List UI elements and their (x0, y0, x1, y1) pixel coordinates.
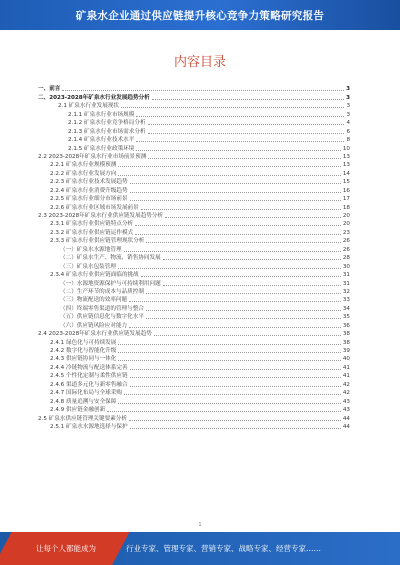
toc-entry-label: 2.4.6 渠道多元化与新零售融合 (50, 381, 128, 388)
toc-leader-dots (118, 174, 341, 176)
toc-entry[interactable] (38, 195, 350, 203)
toc-entry-label: 2.4.8 质量追溯与安全保障 (50, 398, 117, 405)
toc-entry-label: 2.2 2023-2028年矿泉水行业市场前景预测 (38, 153, 147, 160)
toc-leader-dots (130, 376, 341, 378)
toc-entry-label: 2.2.2 矿泉水行业发展方向 (50, 170, 117, 177)
toc-entry-page: 26 (342, 238, 350, 245)
toc-entry-label: 2.3.1 矿泉水行业供应链特点分析 (50, 221, 134, 228)
toc-entry-label: 2.2.1 矿泉水行业规模预测 (50, 162, 117, 169)
toc-entry-page: 18 (342, 204, 350, 211)
toc-entry-label: 2.5.1 矿泉水水源地选择与保护 (50, 423, 128, 430)
toc-leader-dots (118, 267, 341, 269)
toc-entry-label: （三）物流配送的效率问题 (60, 297, 128, 304)
toc-entry-page: 13 (342, 162, 350, 169)
toc-entry-label: 2.1.3 矿泉水行业市场需求分析 (68, 128, 146, 135)
toc-leader-dots (165, 216, 341, 218)
toc-entry-label: 2.5 矿泉水供应链管理关键要素分析 (38, 415, 127, 422)
toc-entry-label: （一）矿泉水水源地管理 (60, 246, 122, 253)
toc-entry-label: 2.4.7 国际化布局与全球采购 (50, 390, 122, 397)
toc-entry-page: 43 (342, 407, 350, 414)
toc-leader-dots (148, 157, 341, 159)
toc-leader-dots (154, 334, 341, 336)
toc-leader-dots (118, 359, 341, 361)
toc-leader-dots (124, 250, 341, 252)
toc-entry[interactable] (38, 254, 350, 262)
report-header (0, 0, 400, 30)
page-number: 1 (198, 522, 202, 528)
toc-leader-dots (118, 402, 341, 404)
toc-entry-page: 31 (342, 272, 350, 279)
toc-entry-page: 35 (342, 314, 350, 321)
toc-leader-dots (118, 343, 341, 345)
toc-entry[interactable] (38, 102, 350, 110)
toc-entry-label: 2.2.5 矿泉水行业细分市场前景 (50, 196, 128, 203)
toc-entry[interactable] (38, 237, 350, 245)
toc-leader-dots (141, 208, 341, 210)
toc-entry[interactable] (38, 414, 350, 422)
toc-entry-label: 2.4.4 冷链物流与配送体系完善 (50, 364, 128, 371)
toc-entry[interactable] (38, 406, 350, 414)
toc-entry-label: 2.3.4 矿泉水行业供应链面临的挑战 (50, 272, 139, 279)
toc-entry-label: （二）矿泉水生产、物流、销售协同发展 (60, 255, 161, 262)
toc-leader-dots (129, 300, 341, 302)
toc-entry-label: 2.2.4 矿泉水行业消费升级趋势 (50, 187, 128, 194)
toc-entry[interactable] (38, 178, 350, 186)
toc-entry[interactable] (38, 372, 350, 380)
toc-entry-page: 41 (342, 373, 350, 380)
toc-entry[interactable] (38, 363, 350, 371)
toc-leader-dots (121, 106, 344, 108)
toc-leader-dots (146, 292, 341, 294)
toc-leader-dots (118, 165, 341, 167)
toc-leader-dots (135, 224, 341, 226)
toc-entry-page: 15 (342, 179, 350, 186)
toc-entry-page: 28 (342, 255, 350, 262)
toc-entry-label: 2.1.4 矿泉水行业技术水平 (68, 137, 135, 144)
toc-entry[interactable] (38, 296, 350, 304)
toc-entry-label: （六）供应链风险应对能力 (60, 322, 128, 329)
toc-entry-label: 2.4.9 供应链金融创新 (50, 407, 106, 414)
toc-entry[interactable] (38, 110, 350, 118)
toc-leader-dots (136, 115, 344, 117)
toc-entry-page: 3 (346, 111, 350, 118)
toc-entry-label: 2.3 2023-2028年矿泉水行业供应链发展趋势分析 (38, 213, 164, 219)
toc-entry-page: 41 (342, 364, 350, 371)
toc-leader-dots (148, 132, 345, 134)
toc-entry-label: 二、2023-2028年矿泉水行业发展趋势分析 (38, 94, 150, 101)
toc-entry-page: 42 (342, 381, 350, 388)
toc-entry[interactable] (38, 380, 350, 388)
toc-entry-label: （一）水源地资源保护与可持续利用问题 (60, 280, 161, 287)
toc-entry[interactable] (38, 279, 350, 287)
toc-leader-dots (130, 191, 341, 193)
toc-leader-dots (107, 410, 341, 412)
toc-leader-dots (130, 199, 341, 201)
toc-entry-label: 2.4 2023-2028年矿泉水行业供应链发展趋势 (38, 331, 152, 338)
footer-slogan-right: 行业专家、管理专家、营销专家、战略专家、经营专家…… (126, 544, 321, 553)
toc-entry[interactable] (38, 389, 350, 397)
toc-entry-label: 一、前言 (38, 86, 61, 93)
toc-entry[interactable] (38, 212, 350, 220)
toc-entry[interactable] (38, 153, 350, 161)
toc-entry-page: 33 (342, 297, 350, 304)
toc-leader-dots (146, 317, 341, 319)
toc-entry[interactable] (38, 397, 350, 405)
toc-entry[interactable] (38, 338, 350, 346)
toc-leader-dots (130, 182, 341, 184)
toc-entry-page: 20 (342, 213, 350, 219)
toc-entry[interactable] (38, 93, 350, 101)
toc-entry[interactable] (38, 228, 350, 236)
toc-entry[interactable] (38, 127, 350, 135)
toc-entry[interactable] (38, 423, 350, 431)
toc-entry[interactable] (38, 288, 350, 296)
toc-entry-label: 2.2.3 矿泉水行业技术发展趋势 (50, 179, 128, 186)
toc-entry-page: 40 (342, 356, 350, 363)
toc-entry-page: 38 (342, 331, 350, 338)
toc-leader-dots (130, 368, 341, 370)
toc-entry-page: 3 (346, 103, 350, 110)
toc-entry-page: 3 (346, 86, 350, 93)
toc-entry-page: 42 (342, 390, 350, 397)
toc-entry[interactable] (38, 245, 350, 253)
toc-leader-dots (130, 427, 341, 429)
toc-entry-page: 8 (346, 137, 350, 144)
toc-leader-dots (124, 393, 341, 395)
toc-leader-dots (62, 89, 344, 91)
toc-entry[interactable] (38, 355, 350, 363)
toc-entry-label: 2.2.6 矿泉水行业区域市场发展前景 (50, 204, 139, 211)
toc-entry[interactable] (38, 119, 350, 127)
toc-entry-page: 32 (342, 288, 350, 295)
toc-entry-page: 34 (342, 305, 350, 312)
toc-entry-page: 39 (342, 348, 350, 354)
toc-entry[interactable] (38, 321, 350, 329)
toc-leader-dots (146, 309, 341, 311)
toc-entry[interactable] (38, 85, 350, 93)
toc-entry-label: 2.3.2 矿泉水行业供应链运作模式 (50, 229, 134, 236)
toc-leader-dots (118, 351, 341, 353)
toc-entry-page: 44 (342, 415, 350, 422)
toc-leader-dots (135, 233, 341, 235)
toc-entry[interactable] (38, 304, 350, 312)
toc-entry-page: 14 (342, 170, 350, 177)
toc-entry[interactable] (38, 313, 350, 321)
toc-entry[interactable] (38, 144, 350, 152)
toc-entry-page: 31 (342, 280, 350, 287)
toc-leader-dots (129, 326, 341, 328)
toc-leader-dots (146, 241, 341, 243)
toc-entry-page: 3 (346, 94, 350, 101)
toc-entry-label: 2.4.3 供应链协同与一体化 (50, 356, 117, 363)
toc-leader-dots (163, 258, 341, 260)
toc-entry-label: 2.1.5 矿泉水行业政策环境 (68, 145, 135, 152)
toc-leader-dots (152, 98, 344, 100)
toc-leader-dots (129, 419, 341, 421)
toc-entry-label: （二）生产环节的成本与品质控制 (60, 288, 144, 295)
toc-entry-page: 38 (342, 339, 350, 346)
report-title: 矿泉水企业通过供应链提升核心竞争力策略研究报告 (75, 10, 325, 22)
toc-entry[interactable] (38, 169, 350, 177)
toc-entry-label: （五）供应链信息化与数字化水平 (60, 314, 144, 321)
toc-entry[interactable] (38, 136, 350, 144)
toc-leader-dots (136, 140, 344, 142)
toc-entry-label: 2.1.2 矿泉水行业竞争格局分析 (68, 120, 146, 127)
toc-entry-label: 2.1 矿泉水行业发展现状 (58, 103, 120, 110)
toc-entry-page: 4 (346, 120, 350, 127)
toc-entry-page: 6 (346, 128, 350, 135)
toc-entry[interactable] (38, 262, 350, 270)
toc-entry[interactable] (38, 271, 350, 279)
toc-entry-label: 2.3.3 矿泉水行业供应链管理现状分析 (50, 238, 145, 245)
toc-entry-page: 23 (342, 229, 350, 236)
toc-entry-page: 17 (342, 196, 350, 203)
toc-entry-page: 44 (342, 423, 350, 430)
toc-leader-dots (130, 385, 341, 387)
toc-entry-page: 10 (342, 145, 350, 152)
toc-leader-dots (148, 123, 345, 125)
toc-entry-page: 26 (342, 246, 350, 253)
toc-entry-label: 2.1.1 矿泉水行业市场规模 (68, 111, 135, 118)
toc-entry[interactable] (38, 330, 350, 338)
toc-entry[interactable] (38, 161, 350, 169)
toc-entry[interactable] (38, 203, 350, 211)
footer-slogan-left: 让每个人都能成为 (36, 544, 96, 553)
toc-entry-label: （三）矿泉水包装管理 (60, 263, 116, 270)
toc-title: 内容目录 (173, 55, 226, 70)
toc-leader-dots (136, 149, 341, 151)
toc-entry-label: 2.4.2 数字化与智能化升级 (50, 348, 117, 354)
toc-entry-page: 16 (342, 187, 350, 194)
toc-leader-dots (163, 284, 341, 286)
toc-entry[interactable] (38, 220, 350, 228)
toc-entry-page: 13 (342, 153, 350, 160)
toc-entry[interactable] (38, 186, 350, 194)
toc-entry-label: 2.4.1 绿色化与可持续发展 (50, 339, 117, 346)
toc-entry-page: 20 (342, 221, 350, 228)
toc-entry-page: 36 (342, 322, 350, 329)
toc-entry[interactable] (38, 347, 350, 355)
toc-leader-dots (141, 275, 341, 277)
toc-entry-label: （四）终端零售渠道的管理与整合 (60, 305, 144, 312)
footer-banner (0, 532, 400, 565)
toc-entry-page: 43 (342, 398, 350, 405)
toc-entry-label: 2.4.5 个性化定制与柔性供应链 (50, 373, 128, 380)
table-of-contents (38, 85, 350, 431)
toc-entry-page: 30 (342, 263, 350, 270)
